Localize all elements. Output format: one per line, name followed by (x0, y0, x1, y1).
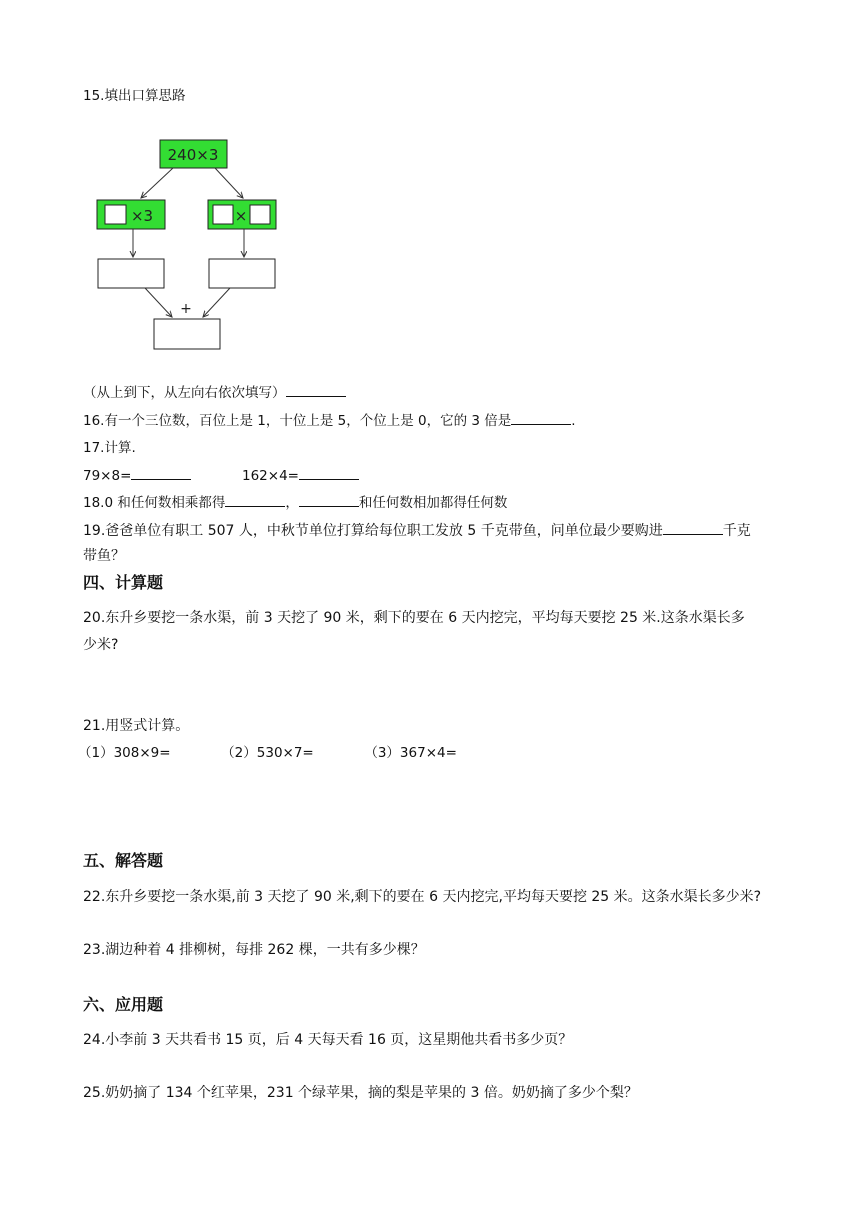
q16-end: . (571, 413, 576, 429)
empty-square (105, 205, 126, 224)
middle-left-sign: ×3 (130, 207, 154, 225)
q18-text-c: 和任何数相加都得任何数 (358, 495, 508, 511)
q21-item3: （3）367×4= (364, 745, 457, 761)
answer-blank[interactable] (299, 492, 359, 507)
empty-square (250, 205, 270, 224)
q21-item1: （1）308×9= (78, 745, 171, 761)
q21-item2: （2）530×7= (221, 745, 314, 761)
q18-text-b: ， (285, 495, 299, 511)
q19-text: 19.爸爸单位有职工 507 人，中秋节单位打算给每位职工发放 5 千克带鱼，问单位最少要购进 (83, 523, 663, 539)
q15-instruction: （从上到下，从左向右依次填写） (83, 385, 286, 401)
top-box-label: 240×3 (167, 146, 219, 164)
q17-item1: 79×8= (83, 468, 132, 484)
arrow-top-left (141, 168, 173, 198)
q16-line (83, 410, 576, 431)
q18-text-a: 18.0 和任何数相乘都得 (83, 495, 226, 511)
middle-left-box (97, 200, 165, 229)
q18-line (83, 492, 507, 513)
section-6-heading: 六、应用题 (83, 995, 164, 1014)
q20-line2: 少米? (83, 637, 119, 653)
q25-text: 25.奶奶摘了 134 个红苹果，231 个绿苹果，摘的梨是苹果的 3 倍。奶奶摘了多少个梨？ (83, 1085, 638, 1101)
q23-text: 23.湖边种着 4 排柳树，每排 262 棵，一共有多少棵？ (83, 942, 425, 958)
q22-text: 22.东升乡要挖一条水渠,前 3 天挖了 90 米,剩下的要在 6 天内挖完,平均每天要挖 25 米。这条水渠长多少米? (83, 889, 762, 905)
q17-item2: 162×4= (241, 468, 299, 484)
q19-line2: 带鱼？ (83, 548, 125, 564)
answer-blank[interactable] (663, 520, 723, 535)
answer-box-right (209, 259, 275, 288)
q15-title: 15.填出口算思路 (83, 88, 186, 104)
plus-sign: + (180, 301, 192, 317)
q15-instruction-line (83, 382, 346, 403)
q19-end: 千克 (722, 523, 751, 539)
answer-blank[interactable] (286, 382, 346, 397)
arrow-left-converge (145, 288, 172, 317)
q21-items (78, 743, 457, 763)
answer-box-left (98, 259, 164, 288)
answer-blank[interactable] (131, 465, 191, 480)
q21-title: 21.用竖式计算。 (83, 718, 190, 734)
q24-text: 24.小李前 3 天共看书 15 页，后 4 天每天看 16 页，这星期他共看书多少页？ (83, 1032, 573, 1048)
q17-title: 17.计算. (83, 440, 136, 456)
calculation-diagram (95, 135, 285, 355)
answer-blank[interactable] (225, 492, 285, 507)
answer-blank[interactable] (511, 410, 571, 425)
answer-blank[interactable] (299, 465, 359, 480)
section-4-heading: 四、计算题 (83, 573, 164, 592)
middle-right-sign: × (234, 207, 248, 225)
empty-square (213, 205, 233, 224)
q19-line1 (83, 520, 751, 541)
section-5-heading: 五、解答题 (83, 851, 164, 870)
top-box (160, 140, 227, 168)
q17-items (83, 465, 359, 486)
arrow-top-right (215, 168, 243, 198)
arrow-right-converge (203, 288, 230, 317)
q20-line1: 20.东升乡要挖一条水渠，前 3 天挖了 90 米，剩下的要在 6 天内挖完，平均每天要挖 25 米.这条水渠长多 (83, 610, 745, 626)
q16-text: 16.有一个三位数，百位上是 1，十位上是 5，个位上是 0，它的 3 倍是 (83, 413, 512, 429)
sum-box (154, 319, 220, 349)
middle-right-box (208, 200, 276, 229)
